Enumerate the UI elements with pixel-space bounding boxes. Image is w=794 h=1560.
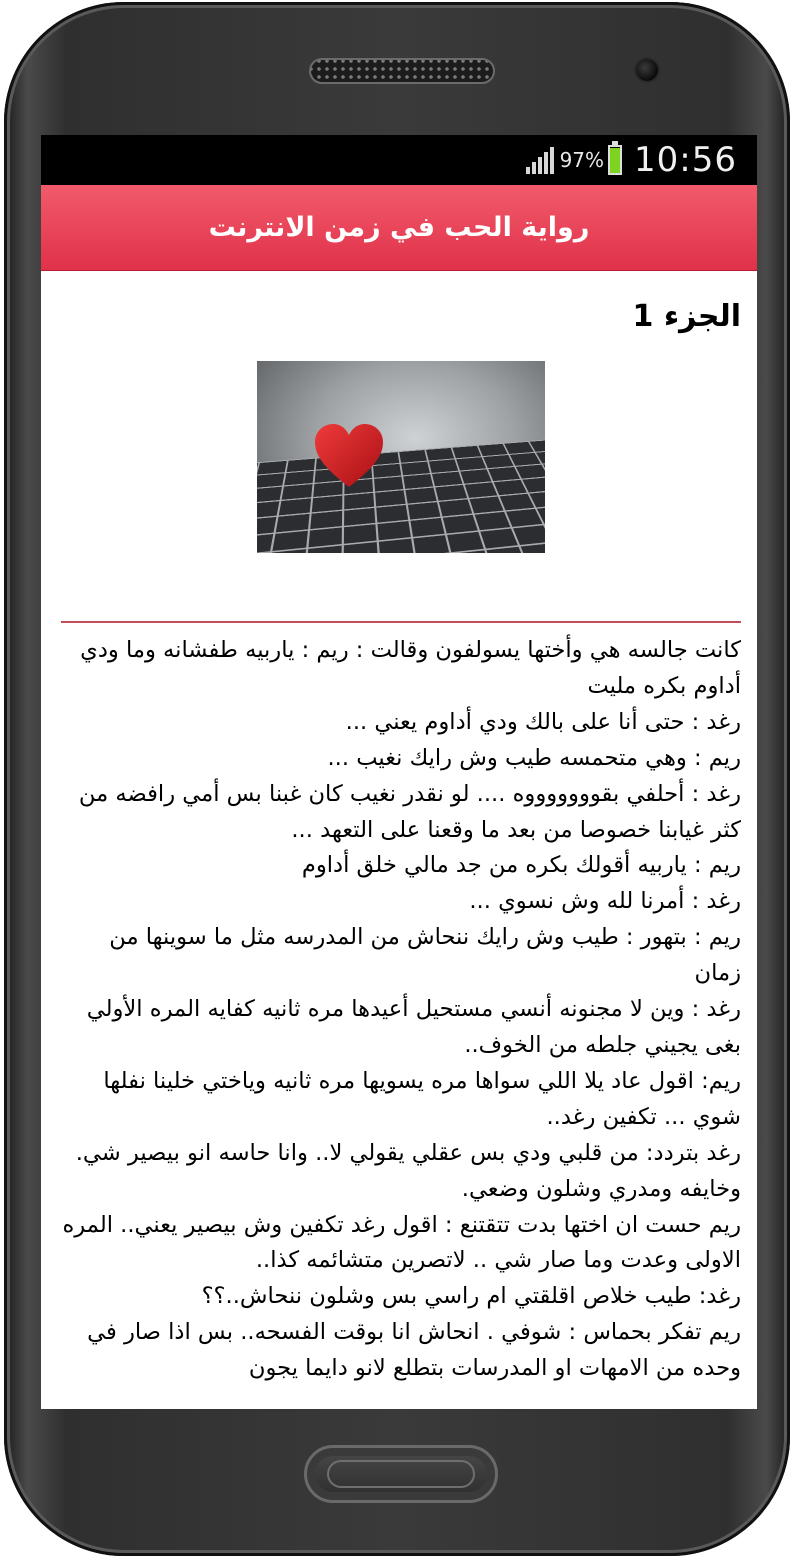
status-bar [41,135,757,185]
story-line: رغد : وين لا مجنونه أنسي مستحيل أعيدها مره ثانيه كفايه المره الأولي بغى يجيني جلطه من الخوف.. [86,996,741,1058]
story-line: ريم : ياربيه أقولك بكره من جد مالي خلق أداوم [301,852,741,879]
front-camera [634,57,660,83]
app-title: رواية الحب في زمن الانترنت [208,212,590,243]
battery-icon [608,145,622,175]
divider [61,621,741,623]
signal-icon [526,146,554,174]
battery-percent: 97% [559,148,605,172]
story-text [61,633,741,1387]
story-line: رغد : أمرنا لله وش نسوي ... [469,888,741,915]
chapter-content[interactable] [41,297,757,1387]
phone-frame [4,2,790,1556]
image-container [61,361,741,553]
heart-on-keyboard-image [257,361,545,553]
app-bar [41,185,757,271]
story-line: رغد بتردد: من قلبي ودي بس عقلي يقولي لا.. وانا حاسه انو بيصير شي. وخايفه ومدري وشلون وضعي. [75,1139,741,1202]
story-line: ريم: اقول عاد يلا اللي سواها مره يسويها مره ثانيه وياختي خلينا نفلها شوي ... تكفين رغد.. [103,1067,741,1130]
story-line: ريم : وهي متحمسه طيب وش رايك نغيب ... [327,744,741,771]
keyboard-keys [257,437,545,553]
clock: 10:56 [634,140,737,180]
screen [41,135,757,1409]
story-line: ريم حست ان اختها بدت تتقتنع : اقول رغد تكفين وش بيصير يعني.. المره الاولى وعدت وما صار شي .. لاتصرين متشائمه كذا.. [62,1211,741,1274]
story-line: ريم تفكر بحماس : شوفي . انحاش انا بوقت الفسحه.. بس اذا صار في وحده من الامهات او المدرسات بتطلع لانو دايما يجون [87,1319,741,1382]
story-line: رغد : أحلفي بقوووووووه .... لو نقدر نغيب كان غبنا بس أمي رافضه من كثر غيابنا خصوصا من بعد ما وقعنا على التعهد ... [78,780,741,843]
part-title: الجزء 1 [632,299,741,334]
story-line: رغد : حتى أنا على بالك ودي أداوم يعني ... [345,708,741,735]
story-line: رغد: طيب خلاص اقلقتي ام راسي بس وشلون ننحاش..؟؟ [201,1283,741,1310]
story-line: ريم : بتهور : طيب وش رايك ننحاش من المدرسه مثل ما سوينها من زمان [109,924,741,987]
earpiece-speaker [309,58,495,84]
home-button[interactable] [304,1445,498,1503]
story-line: كانت جالسه هي وأختها يسولفون وقالت : ريم : ياربيه طفشانه وما ودي أداوم بكره مليت [80,637,741,699]
heart-icon [313,423,385,489]
